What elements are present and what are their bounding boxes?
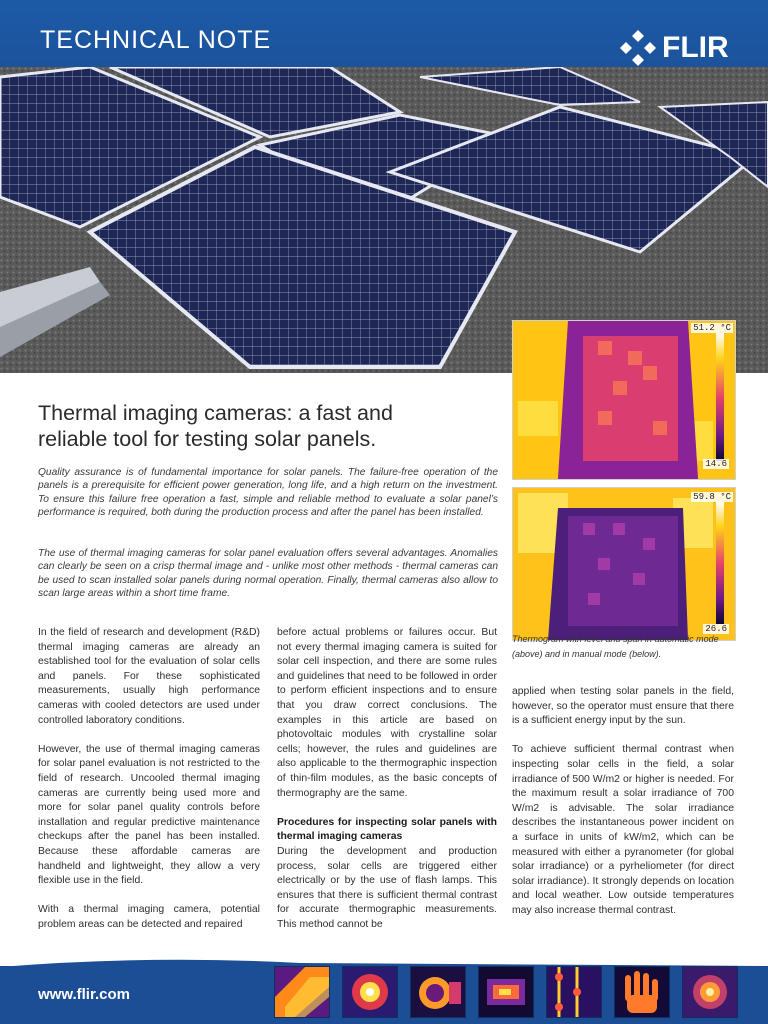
body-paragraph: With a thermal imaging camera, potential problem areas can be detected and repaired (38, 904, 260, 930)
thermal-thumbnail (410, 966, 466, 1018)
thermal-thumbnail (682, 966, 738, 1018)
body-paragraph: applied when testing solar panels in the field, however, so the operator must ensure that there is a sufficient energy input by the sun. (512, 686, 734, 727)
thermal-thumbnail (478, 966, 534, 1018)
body-column-1 (38, 626, 260, 947)
thermal-thumbnail (274, 966, 330, 1018)
document-type-title: TECHNICAL NOTE (40, 26, 272, 54)
thermal-thumbnail (546, 966, 602, 1018)
body-paragraph: To achieve sufficient thermal contrast when inspecting solar cells in the field, a solar irradiance of 500 W/m2 or higher is needed. For the maximum result a solar irradiance of 700 W/m2 is advisable. The solar irradiance describes the instantaneous power incident on a surface in units of kW/m2, which can be measured with either a pyranometer (for global solar irradiance) or a pyrheliometer (for direct solar irradiance). It strongly depends on location and local weather. Low outside temperatures may also increase thermal contrast. (512, 744, 734, 916)
intro-paragraph: The use of thermal imaging cameras for solar panel evaluation offers several advantages. Anomalies can clearly be seen on a crisp thermal image and - unlike most other methods - thermal cameras can be used to scan installed solar panels during normal operation. Finally, thermal cameras also allow to scan large areas within a short time frame. (38, 548, 498, 599)
body-column-2 (277, 626, 497, 947)
flir-logo (618, 28, 729, 68)
body-paragraph: In the field of research and development (R&D) thermal imaging cameras are already an established tool for the evaluation of solar cells and panels. For these sophisticated measurements, usually high performance cameras with cooled detectors are used under controlled laboratory conditions. (38, 627, 260, 726)
flir-diamond-icon (618, 28, 658, 68)
scale-min-label: 26.6 (705, 624, 727, 634)
body-paragraph: During the development and production process, solar cells are triggered either electrically or by the use of flash lamps. This ensures that there is sufficient thermal contrast for accurate thermographic measurements. This method cannot be (277, 845, 497, 930)
scale-min-label: 14.6 (705, 459, 727, 469)
body-column-3 (512, 685, 734, 933)
scale-max-label: 59.8 °C (693, 492, 731, 502)
website-link[interactable]: www.flir.com (38, 986, 130, 1003)
article-title-line: Thermal imaging cameras: a fast and (38, 401, 393, 425)
body-paragraph: However, the use of thermal imaging cameras for solar panel evaluation is not restricted to the field of research. Uncooled thermal imaging cameras are currently being used more and more for solar panel quality controls before installation and regular predictive maintenance checkups after the panel has been installed. Because these affordable cameras are handheld and lightweight, they allow a very flexible use in the field. (38, 743, 260, 887)
thermogram-caption: Thermogram with level and span in automatic mode (above) and in manual mode (below). (512, 634, 719, 659)
scale-max-label: 51.2 °C (693, 323, 731, 333)
logo-wordmark: FLIR (662, 31, 729, 64)
thermogram-manual (512, 487, 736, 641)
article-title-line: reliable tool for testing solar panels. (38, 427, 377, 451)
thermal-thumbnail (342, 966, 398, 1018)
article-title (38, 400, 498, 452)
section-heading: Procedures for inspecting solar panels with thermal imaging cameras (277, 816, 497, 843)
intro-paragraph: Quality assurance is of fundamental importance for solar panels. The failure-free operation of the panels is a prerequisite for efficient power generation, long life, and a high return on the investment. To ensure this failure free operation a fast, simple and reliable method to evaluate a solar panel’s performance is required, both during the production process and after the panel has been installed. (38, 467, 498, 518)
thermogram-automatic (512, 320, 736, 480)
thermal-thumbnail (614, 966, 670, 1018)
body-paragraph: before actual problems or failures occur. But not every thermal imaging camera is suited for solar cell inspection, and there are some rules and guidelines that need to be followed in order to perform efficient inspections and to ensure that you draw correct conclusions. The examples in this article are based on photovoltaic modules with crystalline solar cells; however, the rules and guidelines are also applicable to the thermographic inspection of thin-film modules, as the basic concepts of thermography are the same. (277, 627, 497, 799)
